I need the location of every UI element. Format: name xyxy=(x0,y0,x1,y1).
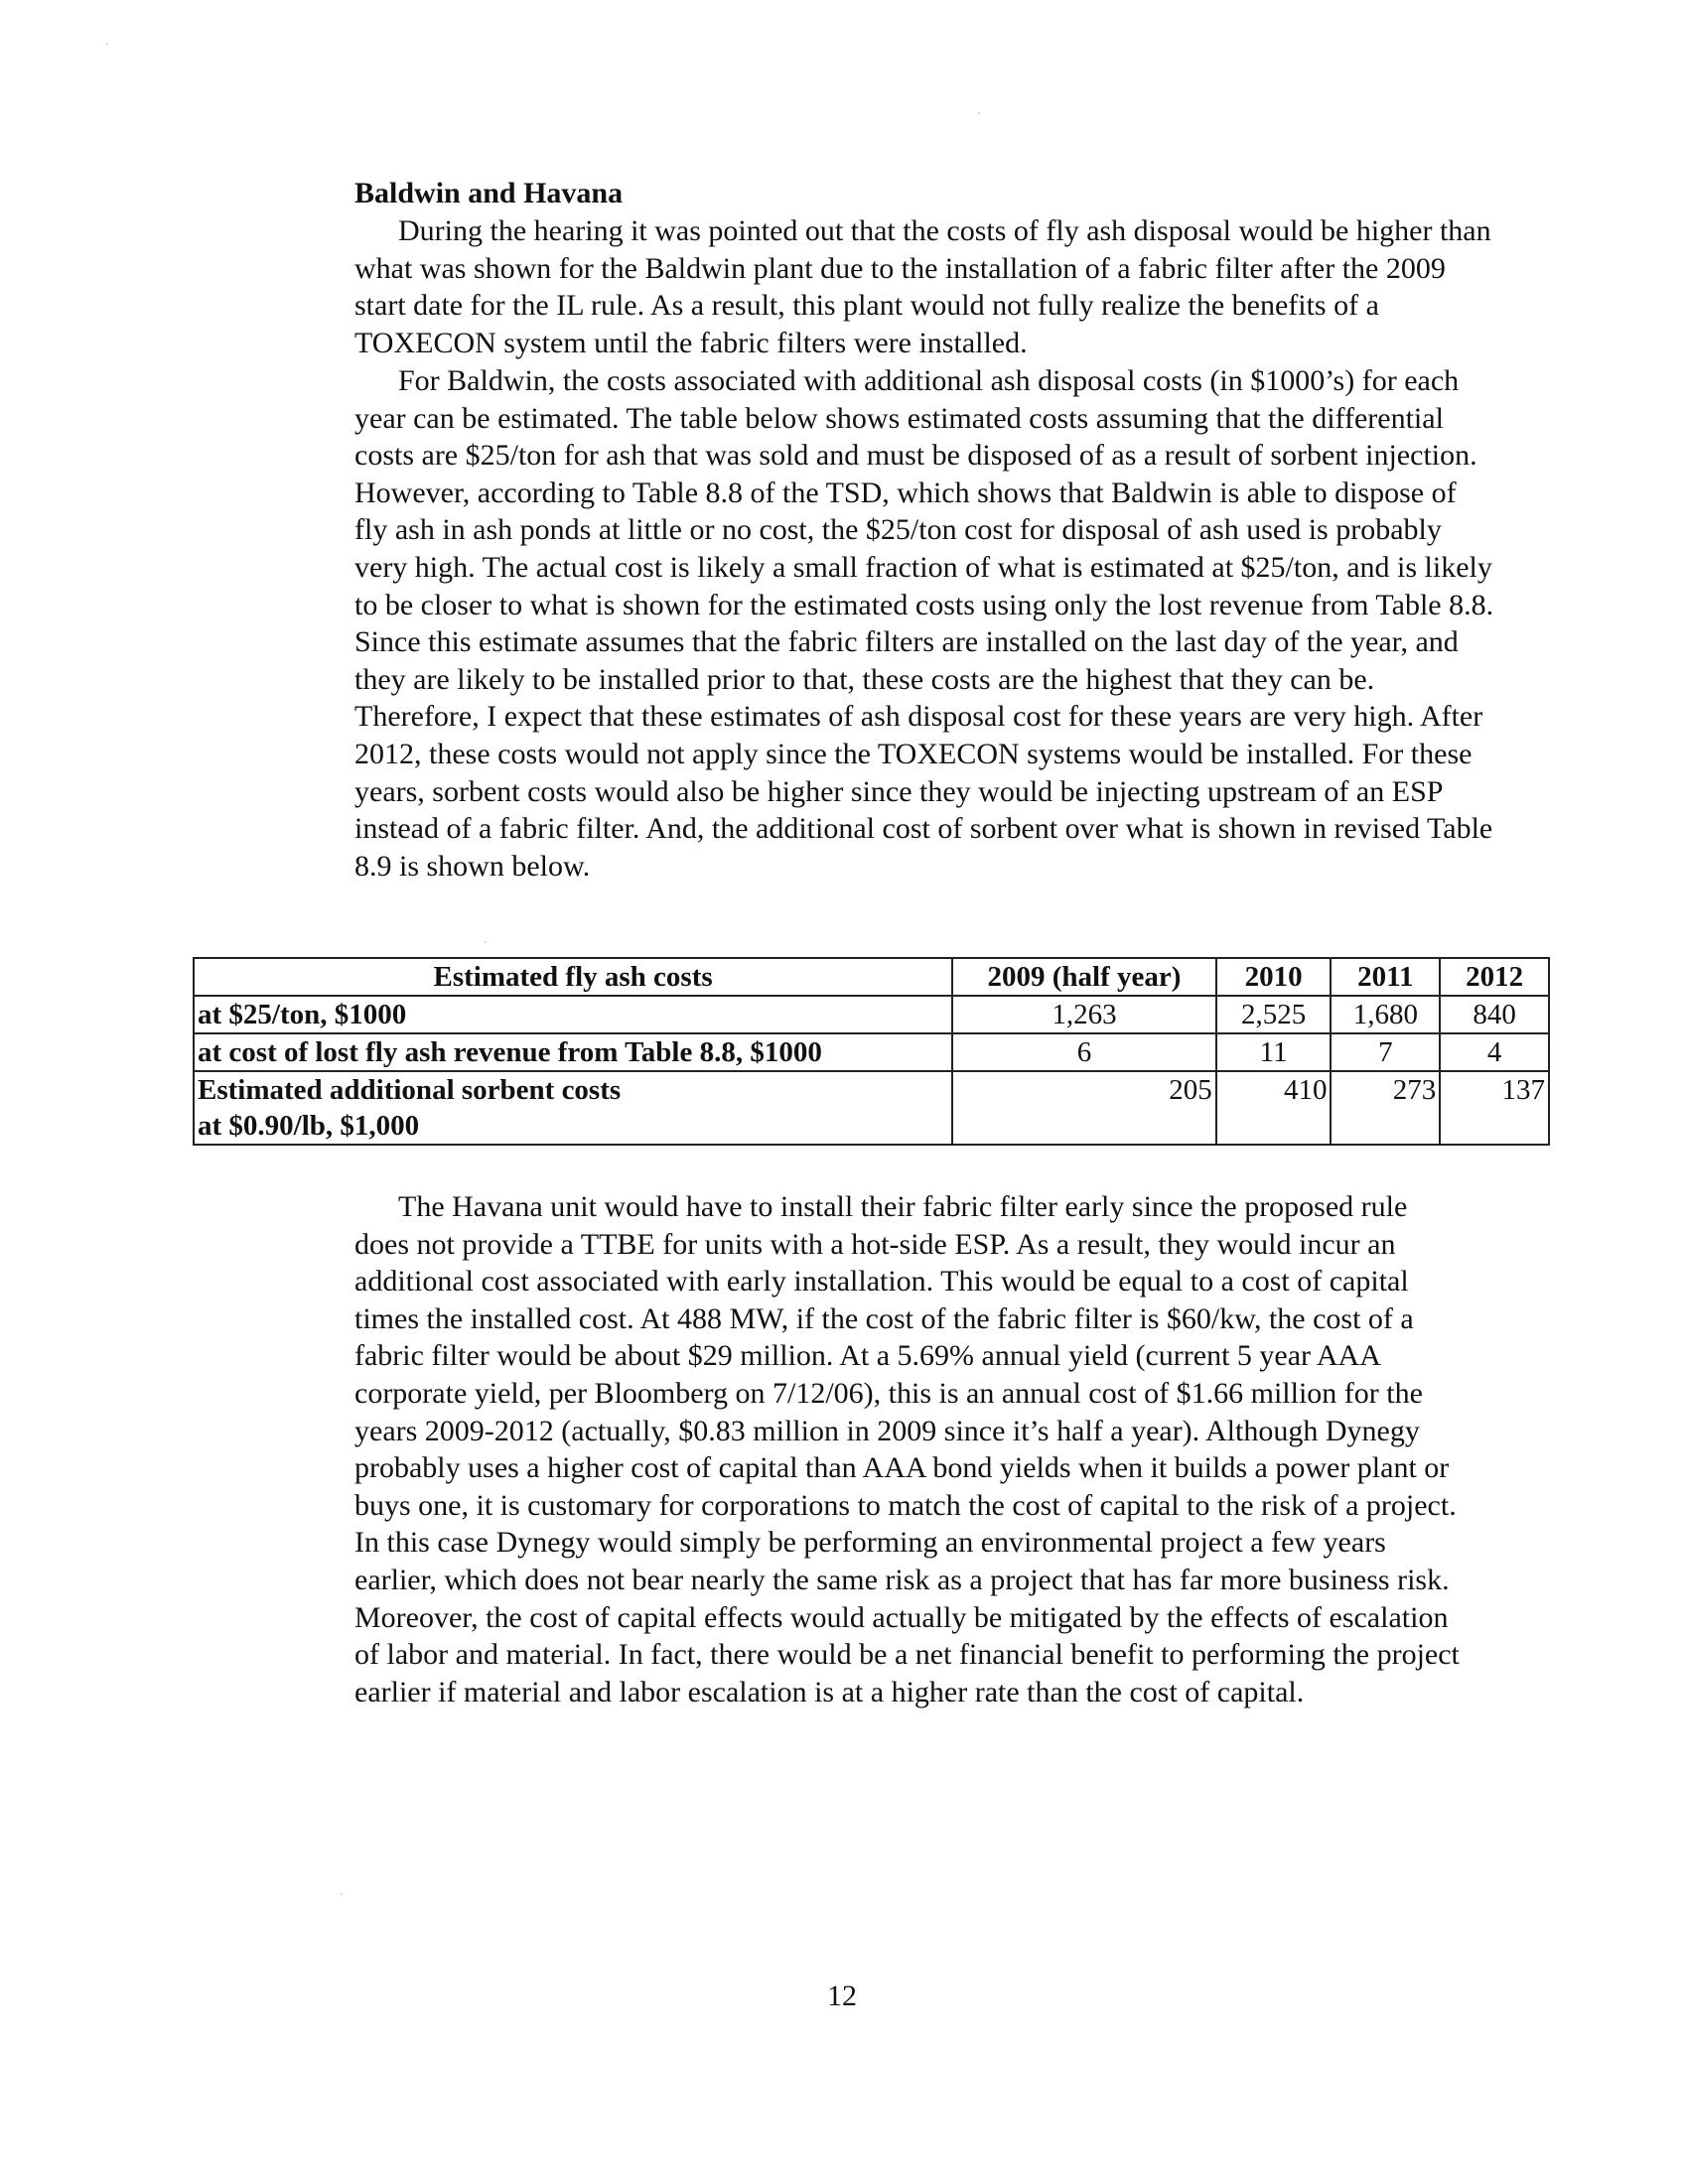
fly-ash-cost-table xyxy=(193,957,1550,1146)
table-cell: 11 xyxy=(1216,1033,1332,1071)
table-cell: 1,680 xyxy=(1331,996,1440,1033)
column-header: Estimated fly ash costs xyxy=(194,958,952,996)
row-label-line: at $0.90/lb, $1,000 xyxy=(198,1110,420,1142)
scan-speck xyxy=(485,941,487,943)
table-row xyxy=(194,996,1549,1033)
column-header: 2010 xyxy=(1216,958,1332,996)
table-cell: 137 xyxy=(1440,1071,1549,1145)
table-row xyxy=(194,1033,1549,1071)
table-cell: 410 xyxy=(1216,1071,1332,1145)
table-header-row xyxy=(194,958,1549,996)
table-cell: 273 xyxy=(1331,1071,1440,1145)
paragraph: The Havana unit would have to install their fabric filter early since the proposed rule does not provide a TTBE for units with a hot-side ESP. As a result, they would incur an additional cost associated with early installation. This would be equal to a cost of capital times the installed cost. At 488 MW, if the cost of the fabric filter is $60/kw, the cost of a fabric filter would be about $29 million. At a 5.69% annual yield (current 5 year AAA corporate yield, per Bloomberg on 7/12/06), this is an annual cost of $1.66 million for the years 2009-2012 (actually, $0.83 million in 2009 since it’s half a year). Although Dynegy probably uses a higher cost of capital than AAA bond yields when it builds a power plant or buys one, it is customary for corporations to match the cost of capital to the risk of a project. In this case Dynegy would simply be performing an environmental project a few years earlier, which does not bear nearly the same risk as a project that has far more business risk. Moreover, the cost of capital effects would actually be mitigated by the effects of escalation of labor and material. In fact, there would be a net financial benefit to performing the project earlier if material and labor escalation is at a higher rate than the cost of capital. xyxy=(354,1190,1460,1708)
table-row xyxy=(194,1071,1549,1145)
row-label xyxy=(194,1071,952,1145)
table-cell: 6 xyxy=(952,1033,1216,1071)
scan-speck xyxy=(978,112,980,114)
table-cell: 4 xyxy=(1440,1033,1549,1071)
row-label-line: Estimated additional sorbent costs xyxy=(198,1074,622,1106)
table-cell: 205 xyxy=(952,1071,1216,1145)
paragraph: For Baldwin, the costs associated with additional ash disposal costs (in $1000’s) for each year can be estimated. The table below shows estimated costs assuming that the differential costs are $25/ton for ash that was sold and must be disposed of as a result of sorbent injection. However, according to Table 8.8 of the TSD, which shows that Baldwin is able to dispose of fly ash in ash ponds at little or no cost, the $25/ton cost for disposal of ash used is probably very high. The actual cost is likely a small fraction of what is estimated at $25/ton, and is likely to be closer to what is shown for the estimated costs using only the lost revenue from Table 8.8. Since this estimate assumes that the fabric filters are installed on the last day of the year, and they are likely to be installed prior to that, these costs are the highest that they can be. Therefore, I expect that these estimates of ash disposal cost for these years are very high. After 2012, these costs would not apply since the TOXECON systems would be installed. For these years, sorbent costs would also be higher since they would be injecting upstream of an ESP instead of a fabric filter. And, the additional cost of sorbent over what is shown in revised Table 8.9 is shown below. xyxy=(354,364,1494,883)
column-header: 2009 (half year) xyxy=(952,958,1216,996)
column-header: 2011 xyxy=(1331,958,1440,996)
row-label: at cost of lost fly ash revenue from Table 8.8, $1000 xyxy=(194,1033,952,1071)
column-header: 2012 xyxy=(1440,958,1549,996)
scan-speck xyxy=(341,1893,343,1895)
table-cell: 1,263 xyxy=(952,996,1216,1033)
table-cell: 840 xyxy=(1440,996,1549,1033)
scan-speck xyxy=(106,43,108,45)
page-number: 12 xyxy=(827,1979,857,2012)
row-label: at $25/ton, $1000 xyxy=(194,996,952,1033)
section-heading: Baldwin and Havana xyxy=(354,177,624,209)
table-cell: 7 xyxy=(1331,1033,1440,1071)
paragraph: During the hearing it was pointed out that the costs of fly ash disposal would be higher than what was shown for the Baldwin plant due to the installation of a fabric filter after the 2009 start date for the IL rule. As a result, this plant would not fully realize the benefits of a TOXECON system until the fabric filters were installed. xyxy=(354,214,1491,359)
table-cell: 2,525 xyxy=(1216,996,1332,1033)
